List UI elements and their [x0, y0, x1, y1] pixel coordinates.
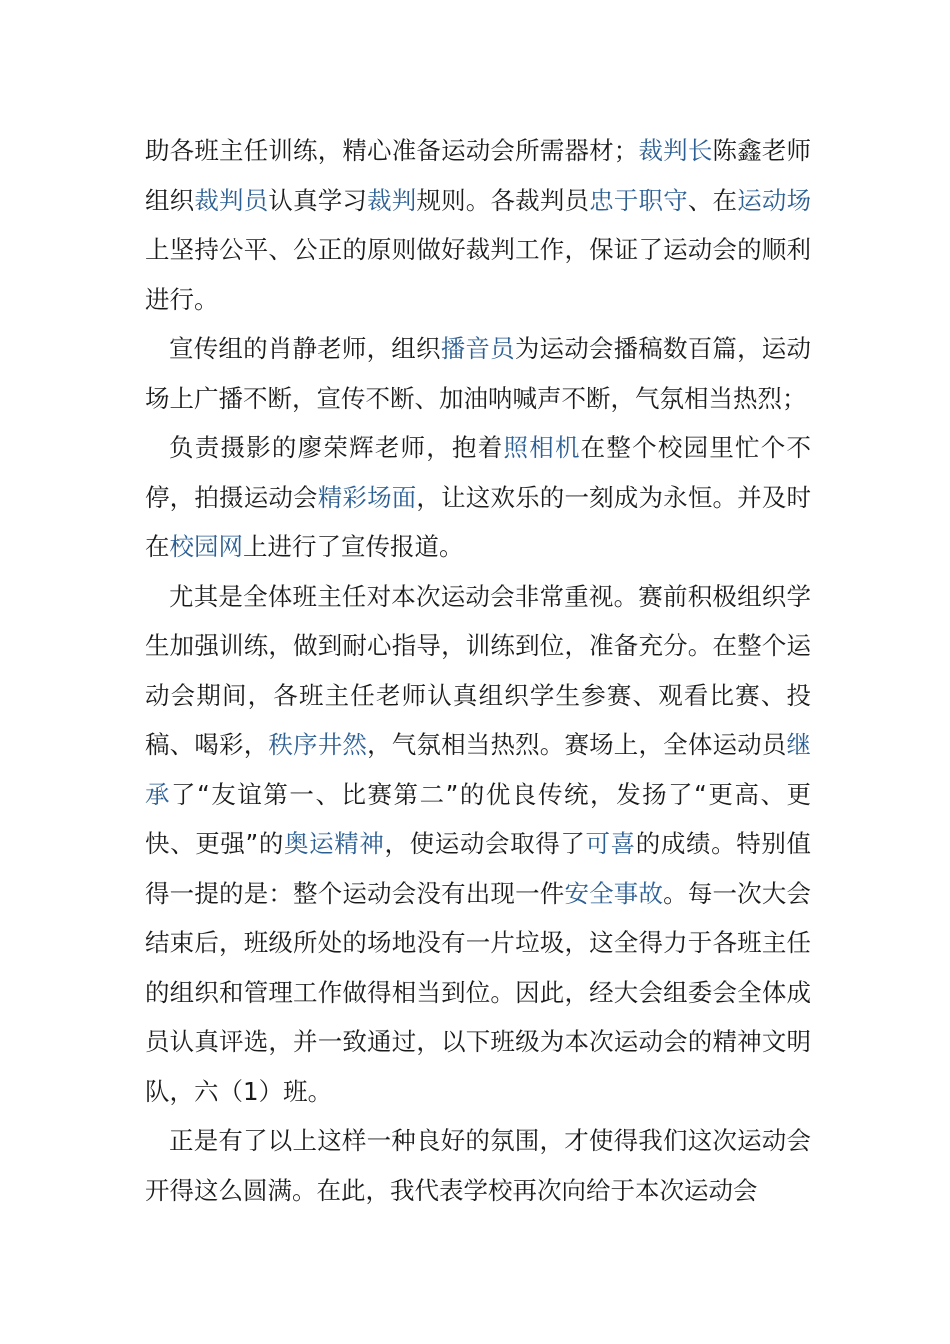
- text-segment: 宣传组的肖静老师，组织: [169, 334, 441, 363]
- link-caipanyuan[interactable]: 裁判员: [194, 185, 269, 215]
- text-segment: 上进行了宣传报道。: [243, 532, 464, 561]
- text-segment: 。每一次大会结束后，班级所处的场地没有一片垃圾，这全得力于各班主任的组织和管理工作做得相当到位。因此，经大会组委会全体成员认真评选，并一致通过，以下班级为本次运动会的精神文明队，六（1）班。: [145, 878, 812, 1106]
- text-segment: 助各班主任训练，精心准备运动会所需器材；: [145, 136, 639, 165]
- text-segment: 陈鑫老师组织: [145, 136, 812, 215]
- text-segment: ，使运动会取得了: [384, 829, 586, 858]
- text-segment: 为运动会播稿数百篇，运动场上广播不断，宣传不断、加油呐喊声不断，气氛相当热烈；: [145, 334, 812, 413]
- link-xiaoyuanwang[interactable]: 校园网: [169, 532, 243, 561]
- paragraph-photography: [145, 423, 811, 572]
- text-segment: 认真学习: [268, 185, 368, 215]
- text-segment: 的成绩。特别值得一提的是：整个运动会没有出现一件: [145, 829, 812, 908]
- text-segment: 负责摄影的廖荣辉老师，抱着: [169, 433, 504, 462]
- link-boyinyuan[interactable]: 播音员: [440, 334, 515, 363]
- paragraph-referees: [145, 126, 811, 324]
- paragraph-publicity: [145, 324, 811, 423]
- link-jicheng[interactable]: 继承: [145, 730, 812, 809]
- link-yundongchang[interactable]: 运动场: [737, 185, 812, 215]
- link-caipan[interactable]: 裁判: [367, 185, 417, 215]
- text-segment: 、在: [687, 185, 738, 215]
- text-segment: 正是有了以上这样一种良好的氛围，才使得我们这次运动会开得这么圆满。在此，我代表学校再次向给于本次运动会: [145, 1126, 811, 1205]
- link-caipanzhang[interactable]: 裁判长: [638, 136, 713, 165]
- link-zhaoxiangji[interactable]: 照相机: [503, 433, 581, 462]
- link-kexi[interactable]: 可喜: [585, 829, 636, 858]
- text-segment: ，让这欢乐的一刻成为永恒。并及时在: [145, 482, 812, 561]
- text-segment: 规则。各裁判员: [416, 185, 590, 215]
- link-zhixujingran[interactable]: 秩序井然: [268, 730, 368, 759]
- link-jingcaichangmian[interactable]: 精彩场面: [317, 482, 417, 512]
- link-anquanshigu[interactable]: 安全事故: [564, 878, 664, 908]
- text-segment: 上坚持公平、公正的原则做好裁判工作，保证了运动会的顺利进行。: [145, 235, 811, 314]
- link-zhongyuzhishou[interactable]: 忠于职守: [589, 185, 688, 215]
- paragraph-closing: [145, 1116, 811, 1215]
- paragraph-class-teachers: [145, 572, 811, 1117]
- link-aoyunjingshen[interactable]: 奥运精神: [283, 829, 385, 858]
- text-segment: 了“友谊第一、比赛第二”的优良传统，发扬了“更高、更快、更强”的: [145, 779, 812, 858]
- text-segment: ，气氛相当热烈。赛场上，全体运动员: [367, 730, 787, 759]
- document-body: [145, 126, 811, 1215]
- text-segment: 尤其是全体班主任对本次运动会非常重视。赛前积极组织学生加强训练，做到耐心指导，训练到位，准备充分。在整个运动会期间，各班主任老师认真组织学生参赛、观看比赛、投稿、喝彩，: [145, 581, 811, 759]
- text-segment: 在整个校园里忙个不停，拍摄运动会: [145, 433, 812, 512]
